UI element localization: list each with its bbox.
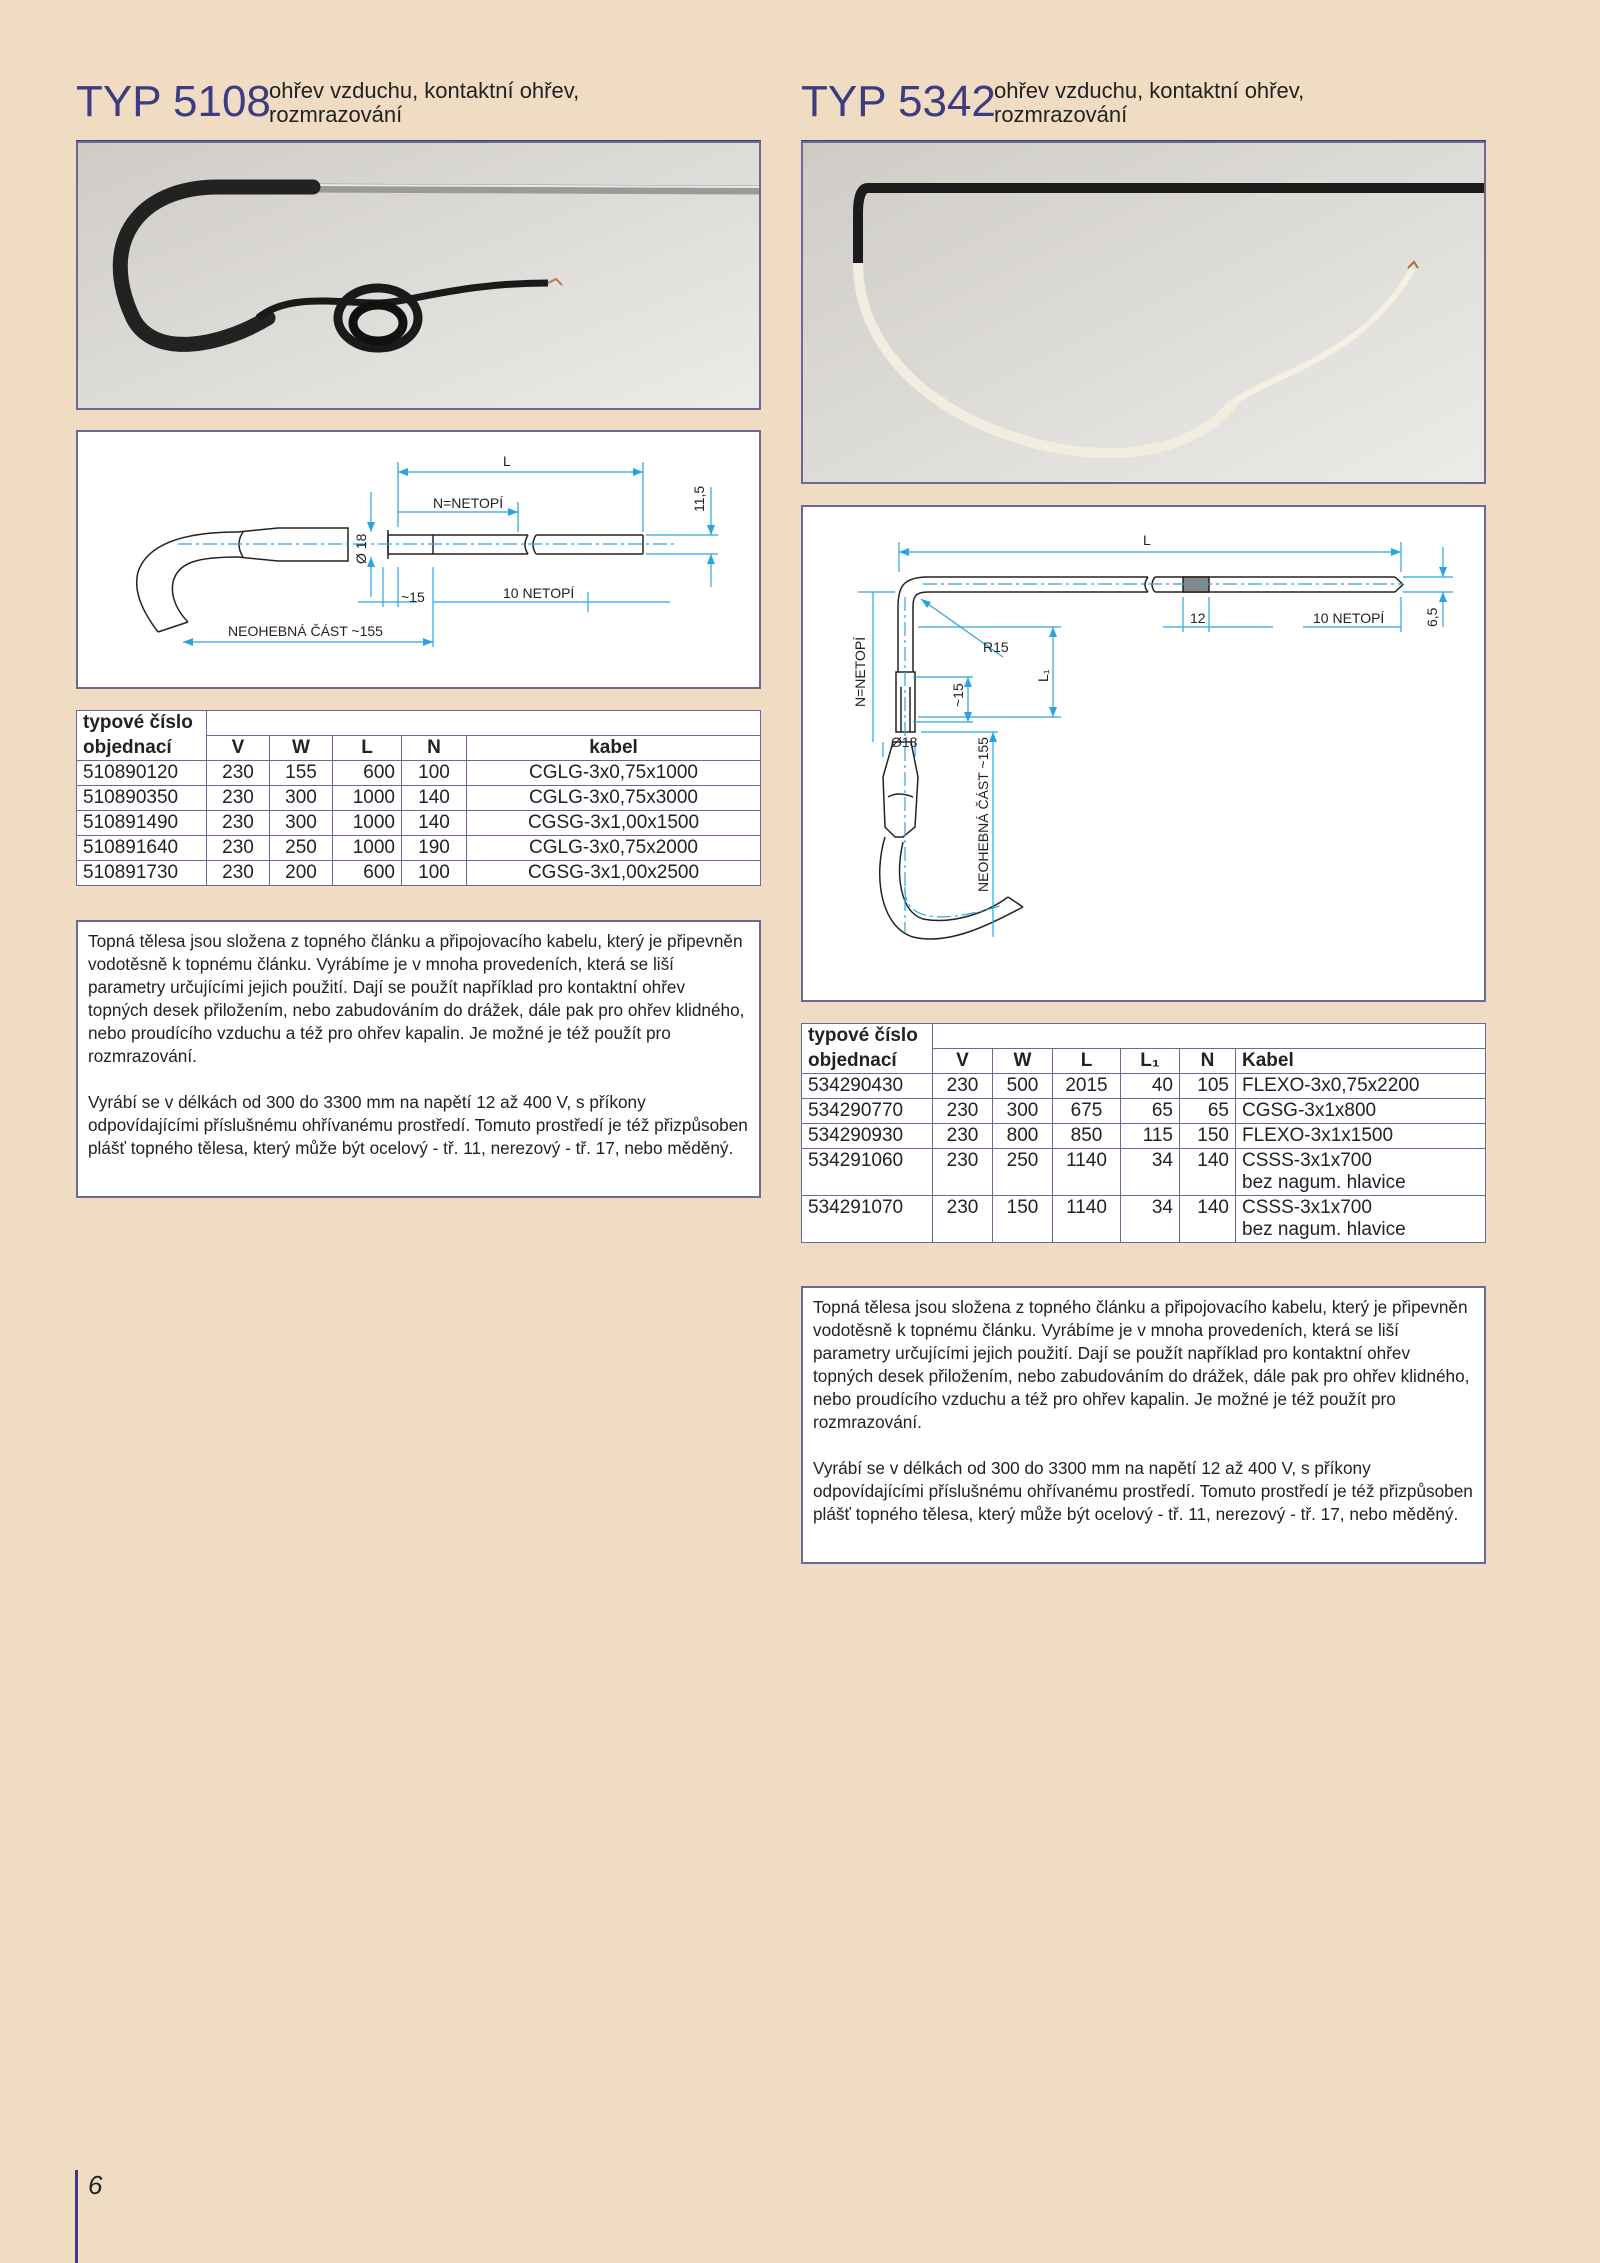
column-header: typové číslo [77,711,207,736]
column-header: L [1053,1049,1121,1074]
header-blank [933,1024,1486,1049]
cell: CGSG-3x1,00x2500 [467,861,761,886]
cell: 100 [402,761,467,786]
table-header [77,736,761,761]
cell: 150 [1180,1124,1236,1149]
dim-10-netopi: 10 NETOPÍ [503,585,575,601]
cell: 510890120 [77,761,207,786]
dim-d18: Ø18 [891,734,918,750]
column-header: kabel [467,736,761,761]
cell: 115 [1121,1124,1180,1149]
description-paragraph-1: Topná tělesa jsou složena z topného článku a připojovacího kabelu, který je připevněn vodotěsně k topnému článku. Vyrábíme je v mnoha provedeních, která se liší parametry určujícími jejich použití. Dají se použít například pro kontaktní ohřev topných desek přiložením, nebo zabudováním do drážek, dále pak pro ohřev klidného, nebo proudícího vzduchu a též pro ohřev kapalin. Je možné je též použít pro rozmrazování. [88,931,745,1066]
column-header: typové číslo [802,1024,933,1049]
product-heading [76,0,761,127]
dim-r15: R15 [983,639,1009,655]
description-box [76,920,761,1198]
cell: FLEXO-3x1x1500 [1236,1124,1486,1149]
dim-tilde-15: ~15 [950,683,966,707]
cell: 200 [270,861,333,886]
cable-note: bez nagum. hlavice [1242,1172,1406,1193]
table-header [802,1049,1486,1074]
column-header: N [1180,1049,1236,1074]
dim-11-5: 11,5 [691,485,707,512]
cell: 140 [402,811,467,836]
spec-table [76,710,761,886]
table-header-top [77,711,761,736]
dim-10-netopi: 10 NETOPÍ [1313,610,1385,626]
cell: 230 [933,1149,993,1196]
column-header: W [993,1049,1053,1074]
cell: 300 [270,786,333,811]
cell: 230 [933,1099,993,1124]
cell: 65 [1121,1099,1180,1124]
dim-d18: Ø 18 [353,533,369,564]
cell: FLEXO-3x0,75x2200 [1236,1074,1486,1099]
cell: 2015 [1053,1074,1121,1099]
cell [1236,1149,1486,1196]
table-row [802,1074,1486,1099]
cell: 230 [933,1196,993,1243]
cell: 100 [402,861,467,886]
cell: 140 [402,786,467,811]
cell: CGSG-3x1,00x1500 [467,811,761,836]
column-header: objednací [77,736,207,761]
cell: 675 [1053,1099,1121,1124]
cell: 500 [993,1074,1053,1099]
table-row [77,811,761,836]
cell: 230 [207,761,270,786]
product-subtitle [994,79,1304,127]
cell: 65 [1180,1099,1236,1124]
product-heading [801,0,1486,127]
dim-neohebna: NEOHEBNÁ ČÁST ~155 [228,623,383,639]
table-row [802,1124,1486,1149]
dim-n-netopi: N=NETOPÍ [433,495,504,511]
description-paragraph-1: Topná tělesa jsou složena z topného článku a připojovacího kabelu, který je připevněn vodotěsně k topnému článku. Vyrábíme je v mnoha provedeních, která se liší parametry určujícími jejich použití. Dají se použít například pro kontaktní ohřev topných desek přiložením, nebo zabudováním do drážek, dále pak pro ohřev klidného, nebo proudícího vzduchu a též pro ohřev kapalin. Je možné je též použít pro rozmrazování. [813,1297,1470,1432]
product-photo [801,141,1486,484]
technical-drawing [801,505,1486,1002]
cell: 230 [207,861,270,886]
cable-note: bez nagum. hlavice [1242,1219,1406,1240]
cell: 600 [333,761,402,786]
cell: 300 [993,1099,1053,1124]
cell: 190 [402,836,467,861]
page-number: 6 [88,2170,103,2200]
cell: 1000 [333,786,402,811]
cell: 140 [1180,1149,1236,1196]
dim-tilde-15: ~15 [401,589,425,605]
table-row [802,1196,1486,1243]
cell: 1000 [333,811,402,836]
cell: 250 [270,836,333,861]
dim-n-netopi: N=NETOPÍ [852,636,868,707]
column-header: V [933,1049,993,1074]
cell: 250 [993,1149,1053,1196]
cable-name: CSSS-3x1x700 [1242,1150,1372,1171]
header-blank [207,711,761,736]
cell: 1140 [1053,1196,1121,1243]
cell: 1140 [1053,1149,1121,1196]
column-header: L₁ [1121,1049,1180,1074]
dim-12: 12 [1190,610,1206,626]
cell: CGLG-3x0,75x3000 [467,786,761,811]
subtitle-line-1: ohřev vzduchu, kontaktní ohřev, [269,78,580,103]
table-row [802,1149,1486,1196]
cell: 150 [993,1196,1053,1243]
cell: 105 [1180,1074,1236,1099]
cell: 300 [270,811,333,836]
cell: 534291070 [802,1196,933,1243]
product-photo [76,141,761,410]
cell: 140 [1180,1196,1236,1243]
cell: 534290930 [802,1124,933,1149]
cell: 534290770 [802,1099,933,1124]
cell: 510890350 [77,786,207,811]
cell: 230 [933,1074,993,1099]
cell: 34 [1121,1149,1180,1196]
dim-L: L [503,453,511,469]
cell: 600 [333,861,402,886]
cell: 230 [207,836,270,861]
table-row [77,786,761,811]
dim-L: L [1143,532,1151,548]
cell: 40 [1121,1074,1180,1099]
subtitle-line-2: rozmrazování [994,102,1128,127]
cell: 155 [270,761,333,786]
product-type-title: TYP 5342 [801,77,996,126]
column-header: objednací [802,1049,933,1074]
cell: 34 [1121,1196,1180,1243]
cell: 510891640 [77,836,207,861]
description-paragraph-2: Vyrábí se v délkách od 300 do 3300 mm na napětí 12 až 400 V, s příkony odpovídajícími příslušnému ohřívanému prostředí. Tomuto prostředí je též přizpůsoben plášť topného tělesa, který může být ocelový - tř. 11, nerezový - tř. 17, nebo měděný. [813,1458,1473,1524]
description-paragraph-2: Vyrábí se v délkách od 300 do 3300 mm na napětí 12 až 400 V, s příkony odpovídajícími příslušnému ohřívanému prostředí. Tomuto prostředí je též přizpůsoben plášť topného tělesa, který může být ocelový - tř. 11, nerezový - tř. 17, nebo měděný. [88,1092,748,1158]
cell: 230 [933,1124,993,1149]
technical-drawing [76,430,761,689]
cell: 534291060 [802,1149,933,1196]
cell: 510891490 [77,811,207,836]
column-header: N [402,736,467,761]
column-header: L [333,736,402,761]
cell: 850 [1053,1124,1121,1149]
column-header: Kabel [1236,1049,1486,1074]
column-header: W [270,736,333,761]
table-row [77,761,761,786]
cell: 230 [207,811,270,836]
dim-neohebna: NEOHEBNÁ ČÁST ~155 [975,737,991,892]
table-header-top [802,1024,1486,1049]
cell: CGSG-3x1x800 [1236,1099,1486,1124]
cell: CGLG-3x0,75x1000 [467,761,761,786]
table-row [802,1099,1486,1124]
dim-L1: L₁ [1035,669,1051,682]
column-header: V [207,736,270,761]
cell: 800 [993,1124,1053,1149]
description-box [801,1286,1486,1564]
table-row [77,836,761,861]
cell: CGLG-3x0,75x2000 [467,836,761,861]
subtitle-line-1: ohřev vzduchu, kontaktní ohřev, [994,78,1305,103]
spec-table [801,1023,1486,1243]
cell [1236,1196,1486,1243]
product-type-title: TYP 5108 [76,77,271,126]
cell: 534290430 [802,1074,933,1099]
product-subtitle [269,79,579,127]
subtitle-line-2: rozmrazování [269,102,403,127]
cell: 1000 [333,836,402,861]
dim-6-5: 6,5 [1424,607,1440,627]
cell: 230 [207,786,270,811]
page-number-bar [75,2170,78,2263]
table-row [77,861,761,886]
cable-name: CSSS-3x1x700 [1242,1197,1372,1218]
cell: 510891730 [77,861,207,886]
